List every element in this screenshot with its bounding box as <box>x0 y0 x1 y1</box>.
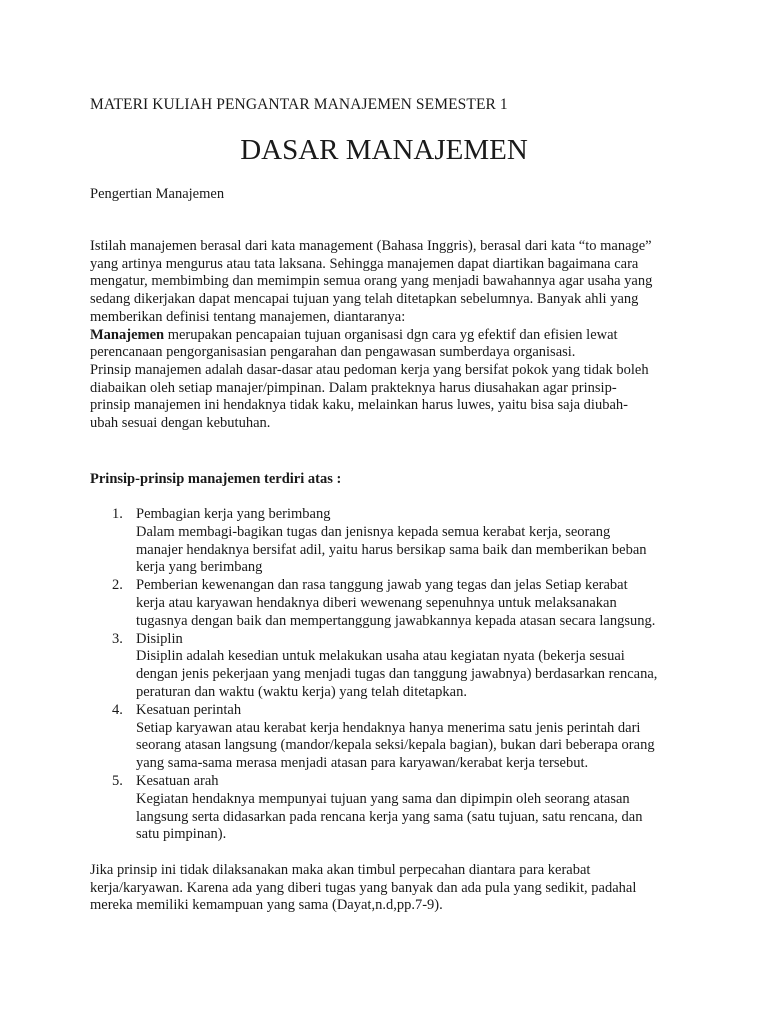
list-item-line: Dalam membagi-bagikan tugas dan jenisnya kepada semua kerabat kerja, seorang <box>136 523 611 540</box>
paragraph-line: mereka memiliki kemampuan yang sama (Dayat,n.d,pp.7-9). <box>90 897 443 914</box>
list-number: 1. <box>112 506 123 522</box>
paragraph-line: Jika prinsip ini tidak dilaksanakan maka akan timbul perpecahan diantara para kerabat <box>90 862 591 878</box>
principles-heading: Prinsip-prinsip manajemen terdiri atas : <box>90 471 342 487</box>
document-header: MATERI KULIAH PENGANTAR MANAJEMEN SEMESTER 1 <box>90 96 508 113</box>
paragraph-line: kerja/karyawan. Karena ada yang diberi tugas yang banyak dan ada pula yang sedikit, padahal <box>90 879 637 896</box>
list-number: 4. <box>112 701 123 718</box>
paragraph-line: prinsip manajemen ini hendaknya tidak kaku, melainkan harus luwes, yaitu bisa saja diubah- <box>90 397 628 414</box>
list-item <box>90 702 690 773</box>
list-item-line: yang sama-sama merasa menjadi atasan para karyawan/kerabat kerja tersebut. <box>136 755 589 772</box>
section-heading: Pengertian Manajemen <box>90 186 225 202</box>
list-item <box>90 577 690 630</box>
list-item-line: langsung serta didasarkan pada rencana kerja yang sama (satu tujuan, satu rencana, dan <box>136 808 643 825</box>
definition-line <box>90 327 690 345</box>
list-item-line: manajer hendaknya bersifat adil, yaitu harus bersikap sama baik dan memberikan beban <box>136 541 647 558</box>
document-title: DASAR MANAJEMEN <box>240 134 528 166</box>
list-item <box>90 506 690 577</box>
paragraph-line: diabaikan oleh setiap manajer/pimpinan. Dalam prakteknya harus diusahakan agar prinsip- <box>90 379 617 396</box>
list-item-title: Pembagian kerja yang berimbang <box>136 506 331 522</box>
list-item <box>90 773 690 844</box>
list-item-line: Setiap karyawan atau kerabat kerja hendaknya hanya menerima satu jenis perintah dari <box>136 719 641 736</box>
list-item-line: dengan jenis pekerjaan yang menjadi tugas dan tanggung jawabnya) berdasarkan rencana, <box>136 666 658 683</box>
list-item-line: Disiplin adalah kesedian untuk melakukan usaha atau kegiatan nyata (bekerja sesuai <box>136 648 625 665</box>
list-number: 3. <box>112 630 123 647</box>
paragraph-line: sedang dikerjakan dapat mencapai tujuan yang telah ditetapkan sebelumnya. Banyak ahli yang <box>90 291 639 308</box>
paragraph-line: Prinsip manajemen adalah dasar-dasar atau pedoman kerja yang bersifat pokok yang tidak boleh <box>90 361 649 378</box>
definition-term: Manajemen <box>90 326 165 343</box>
list-item-line: satu pimpinan). <box>136 826 227 843</box>
paragraph-line: Istilah manajemen berasal dari kata management (Bahasa Inggris), berasal dari kata “to manage” <box>90 238 652 254</box>
paragraph-line: mengatur, membimbing dan memimpin semua orang yang menjadi bawahannya agar usaha yang <box>90 273 653 290</box>
list-item-line: kerja yang berimbang <box>136 559 263 576</box>
list-item-line: Kegiatan hendaknya mempunyai tujuan yang sama dan dipimpin oleh seorang atasan <box>136 790 630 807</box>
list-item-title: Kesatuan arah <box>136 772 219 789</box>
paragraph-line: ubah sesuai dengan kebutuhan. <box>90 415 271 432</box>
principles-list <box>90 506 690 844</box>
list-item-title: Disiplin <box>136 630 183 647</box>
paragraph-line: memberikan definisi tentang manajemen, diantaranya: <box>90 308 406 325</box>
paragraph-line: perencanaan pengorganisasian pengarahan dan pengawasan sumberdaya organisasi. <box>90 344 576 361</box>
paragraph-line: yang artinya mengurus atau tata laksana. Sehingga manajemen dapat diartikan bagaimana cara <box>90 255 639 272</box>
intro-paragraph <box>90 238 690 433</box>
list-number: 5. <box>112 772 123 789</box>
list-item-line: peraturan dan waktu (waktu kerja) yang telah ditetapkan. <box>136 683 467 700</box>
list-item-line: tugasnya dengan baik dan mempertanggung jawabkannya kepada atasan secara langsung. <box>136 612 656 629</box>
list-item-line: seorang atasan langsung (mandor/kepala seksi/kepala bagian), bukan dari beberapa orang <box>136 737 655 754</box>
closing-paragraph <box>90 862 690 915</box>
list-item-line: kerja atau karyawan hendaknya diberi wewenang sepenuhnya untuk melaksanakan <box>136 594 617 611</box>
list-number: 2. <box>112 577 123 594</box>
list-item-title: Pemberian kewenangan dan rasa tanggung jawab yang tegas dan jelas Setiap kerabat <box>136 577 628 594</box>
definition-text: merupakan pencapaian tujuan organisasi dgn cara yg efektif dan efisien lewat <box>164 326 618 343</box>
list-item-title: Kesatuan perintah <box>136 701 242 718</box>
list-item <box>90 631 690 702</box>
